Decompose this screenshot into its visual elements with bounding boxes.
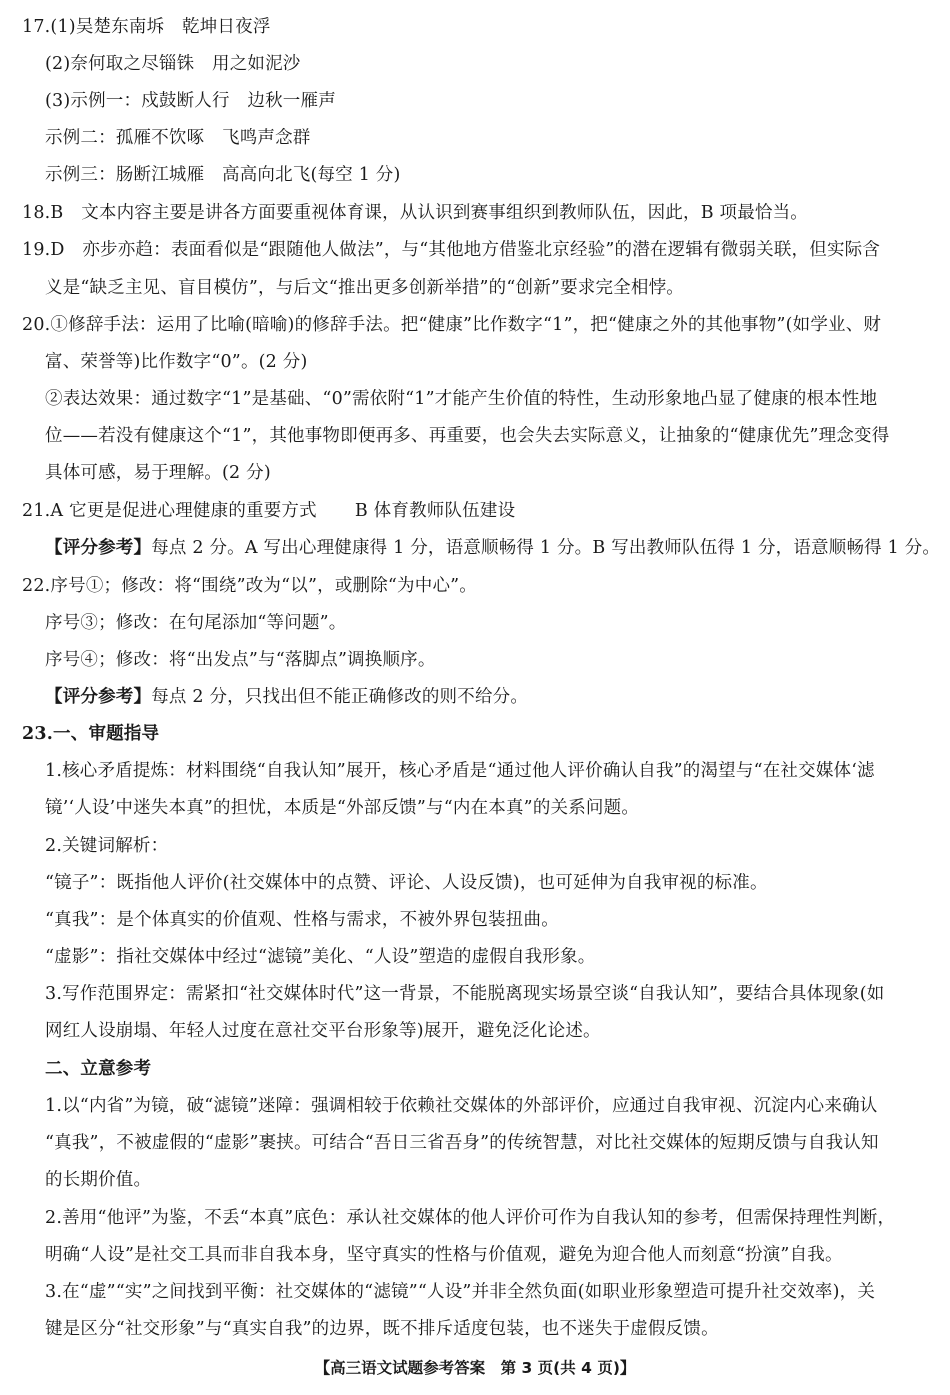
q21-answer-b: B 体育教师队伍建设 (354, 501, 516, 521)
q23-keyword-mirror: “镜子”：既指他人评价(社交媒体中的点赞、评论、人设反馈)，也可延伸为自我审视的标准。 (45, 873, 768, 893)
q20-line-1: 20.①修辞手法：运用了比喻(暗喻)的修辞手法。把“健康”比作数字“1”，把“健康之外的其他事物”(如学业、财 (22, 315, 882, 335)
q23-para-1a: 1.核心矛盾提炼：材料围绕“自我认知”展开，核心矛盾是“通过他人评价确认自我”的渴望与“在社交媒体‘滤 (45, 761, 875, 781)
scoring-tag: 【评分参考】 (45, 687, 152, 707)
q17-line-2: (2)奈何取之尽锱铢 用之如泥沙 (45, 54, 301, 74)
q17-line-5: 示例三：肠断江城雁 高高向北飞(每空 1 分) (45, 165, 401, 185)
q19-line-1: 19.D 亦步亦趋：表面看似是“跟随他人做法”，与“其他地方借鉴北京经验”的潜在逻辑有微弱关联，但实际含 (22, 240, 881, 260)
q19-line-2: 义是“缺乏主见、盲目模仿”，与后文“推出更多创新举措”的“创新”要求完全相悖。 (45, 278, 684, 298)
q17-line-4: 示例二：孤雁不饮啄 飞鸣声念群 (45, 128, 311, 148)
q23-para-2: 2.关键词解析： (45, 836, 169, 856)
q23-idea-3b: 键是区分“社交形象”与“真实自我”的边界，既不排斥适度包装，也不迷失于虚假反馈。 (45, 1319, 719, 1339)
q21-scoring-text: 每点 2 分。A 写出心理健康得 1 分，语意顺畅得 1 分。B 写出教师队伍得 1 分，语意顺畅得 1 分。 (151, 538, 941, 558)
q20-line-5: 具体可感，易于理解。(2 分) (45, 463, 271, 483)
q23-idea-2a: 2.善用“他评”为鉴，不丢“本真”底色：承认社交媒体的他人评价可作为自我认知的参考，但需保持理性判断， (45, 1208, 896, 1228)
q21-answer-a: 21.A 它更是促进心理健康的重要方式 (22, 501, 317, 521)
q23-keyword-true-self: “真我”：是个体真实的价值观、性格与需求，不被外界包装扭曲。 (45, 910, 559, 930)
q23-heading-2: 二、立意参考 (45, 1059, 152, 1079)
page-footer: 【高三语文试题参考答案 第 3 页(共 4 页)】 (314, 1359, 636, 1377)
q23-keyword-illusion: “虚影”：指社交媒体中经过“滤镜”美化、“人设”塑造的虚假自我形象。 (45, 947, 596, 967)
q23-idea-1a: 1.以“内省”为镜，破“滤镜”迷障：强调相较于依赖社交媒体的外部评价，应通过自我审视、沉淀内心来确认 (45, 1096, 878, 1116)
q23-idea-2b: 明确“人设”是社交工具而非自我本身，坚守真实的性格与价值观，避免为迎合他人而刻意“扮演”自我。 (45, 1245, 843, 1265)
q23-heading-1: 23.一、审题指导 (22, 724, 160, 744)
q22-line-1: 22.序号①；修改：将“围绕”改为“以”，或删除“为中心”。 (22, 576, 478, 596)
q23-idea-3a: 3.在“虚”“实”之间找到平衡：社交媒体的“滤镜”“人设”并非全然负面(如职业形象塑造可提升社交效率)，关 (45, 1282, 876, 1302)
q17-line-1: 17.(1)吴楚东南坼 乾坤日夜浮 (22, 17, 271, 37)
q23-idea-1c: 的长期价值。 (45, 1170, 152, 1190)
q18-line-1: 18.B 文本内容主要是讲各方面要重视体育课，从认识到赛事组织到教师队伍，因此，B 项最恰当。 (22, 203, 809, 223)
q20-line-3: ②表达效果：通过数字“1”是基础、“0”需依附“1”才能产生价值的特性，生动形象地凸显了健康的根本性地 (45, 389, 878, 409)
q20-line-4: 位——若没有健康这个“1”，其他事物即便再多、再重要，也会失去实际意义，让抽象的“健康优先”理念变得 (45, 426, 890, 446)
q23-para-3b: 网红人设崩塌、年轻人过度在意社交平台形象等)展开，避免泛化论述。 (45, 1021, 601, 1041)
q22-line-3: 序号④；修改：将“出发点”与“落脚点”调换顺序。 (45, 650, 436, 670)
q22-scoring-line (0, 685, 950, 709)
q23-para-1b: 镜’‘人设’中迷失本真”的担忧，本质是“外部反馈”与“内在本真”的关系问题。 (45, 798, 640, 818)
q20-line-2: 富、荣誉等)比作数字“0”。(2 分) (45, 352, 308, 372)
q22-line-2: 序号③；修改：在句尾添加“等问题”。 (45, 613, 347, 633)
q21-scoring-line (0, 536, 950, 560)
q17-line-3: (3)示例一：戍鼓断人行 边秋一雁声 (45, 91, 336, 111)
q21-answer-line (0, 499, 950, 523)
scoring-tag: 【评分参考】 (45, 538, 152, 558)
q23-idea-1b: “真我”，不被虚假的“虚影”裹挟。可结合“吾日三省吾身”的传统智慧，对比社交媒体的短期反馈与自我认知 (45, 1133, 879, 1153)
q23-para-3a: 3.写作范围界定：需紧扣“社交媒体时代”这一背景，不能脱离现实场景空谈“自我认知”，要结合具体现象(如 (45, 984, 885, 1004)
q22-scoring-text: 每点 2 分，只找出但不能正确修改的则不给分。 (151, 687, 529, 707)
